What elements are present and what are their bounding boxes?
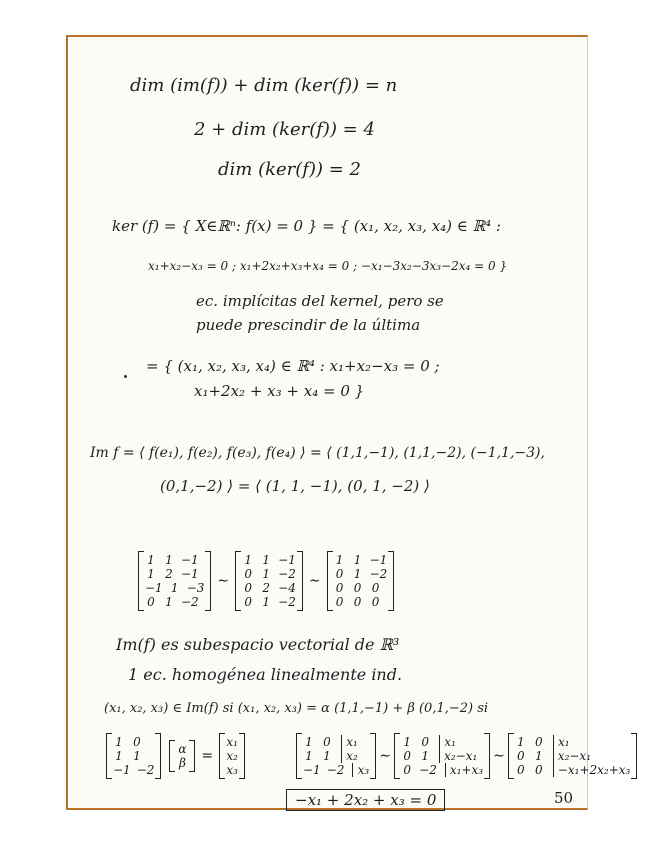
matrix-entry: 0 [335, 567, 344, 581]
matrix-entry: 1 [262, 595, 270, 609]
matrix-entry: β [178, 756, 186, 770]
note-line-1: ec. implícitas del kernel, pero se [196, 292, 444, 310]
matrix-row [401, 749, 483, 763]
matrix-entry: 0 [403, 749, 411, 763]
matrix-entry: 1 [534, 749, 543, 763]
kernel-result-line-1: = { (x₁, x₂, x₃, x₄) ∈ ℝ⁴ : x₁+x₂−x₃ = 0 ; [146, 357, 440, 375]
matrix-entry: 1 [147, 567, 155, 581]
matrix-entry: x₃ [352, 763, 369, 777]
matrix-entry: −1 [181, 567, 199, 581]
coefficient-matrix [106, 733, 161, 779]
matrix-entry: 0 [323, 735, 331, 749]
matrix-row [113, 763, 154, 777]
matrix-entry: −2 [419, 763, 437, 777]
matrix-entry: x₁ [226, 735, 238, 749]
matrix-row [515, 749, 631, 763]
matrix-entry: 1 [305, 735, 313, 749]
augmented-matrix-2 [394, 733, 490, 779]
matrix-entry: −2 [278, 567, 296, 581]
matrix-entry: 0 [371, 595, 380, 609]
matrix-row [145, 567, 204, 581]
matrix-entry: −1 [181, 553, 199, 567]
matrix-row [303, 749, 369, 763]
matrix-entry: 1 [353, 567, 362, 581]
alpha-beta-vector [169, 740, 195, 772]
matrix-row [515, 735, 631, 749]
augmented-reduction: 1 0 x₁ 1 1 x₂ −1 −2 x₃ ∼ 1 0 x₁ 0 1 x₂−x₁ 0 −2 x₁+x₃ ∼ 1 0 x₁ 0 1 x₂−x₁ 0 0 −x₁+2x₂+x₃ [296, 733, 637, 779]
matrix-entry: −3 [186, 581, 205, 595]
matrix-row [401, 735, 483, 749]
matrix-entry: −1 [145, 581, 163, 595]
matrix-row [145, 581, 204, 595]
matrix-entry: 0 [335, 595, 344, 609]
matrix-entry: 0 [353, 581, 362, 595]
linear-system: 1 0 1 1 −1 −2 α β = x₁ x₂ x₃ [106, 733, 245, 779]
matrix-row [145, 553, 204, 567]
matrix-row [515, 763, 631, 777]
matrix-entry: 1 [262, 553, 270, 567]
matrix-entry: 1 [170, 581, 179, 595]
matrix-entry: 0 [403, 763, 411, 777]
matrix-entry: 0 [335, 581, 344, 595]
matrix-row [176, 756, 188, 770]
matrix-entry: 1 [115, 749, 123, 763]
kernel-result-line-2: x₁+2x₂ + x₃ + x₄ = 0 } [194, 382, 365, 400]
matrix-row [113, 735, 154, 749]
matrix-entry: −x₁+2x₂+x₃ [553, 763, 631, 777]
matrix-row [176, 742, 188, 756]
matrix-row [401, 763, 483, 777]
image-condition: (x₁, x₂, x₃) ∈ Im(f) si (x₁, x₂, x₃) = α (1,1,−1) + β (0,1,−2) si [104, 701, 489, 716]
matrix-entry: α [178, 742, 187, 756]
matrix-entry: 1 [147, 553, 155, 567]
matrix-row [113, 749, 154, 763]
matrix-entry: −2 [136, 763, 155, 777]
matrix-entry: 1 [516, 735, 525, 749]
matrix-entry: 1 [323, 749, 331, 763]
image-text-line-2: 1 ec. homogénea linealmente ind. [128, 665, 403, 684]
matrix-1 [138, 551, 211, 611]
matrix-entry: x₁ [439, 735, 456, 749]
augmented-matrix-1 [296, 733, 376, 779]
matrix-row [334, 581, 388, 595]
matrix-entry: −1 [369, 553, 388, 567]
matrix-row [242, 553, 296, 567]
matrix-entry: 0 [516, 763, 525, 777]
matrix-entry: 0 [371, 581, 380, 595]
matrix-row [242, 595, 296, 609]
kernel-definition: ker (f) = { X∈ℝⁿ: f(x) = 0 } = { (x₁, x₂, x₃, x₄) ∈ ℝ⁴ : [112, 217, 501, 235]
matrix-entry: 2 [262, 581, 270, 595]
matrix-entry: −2 [369, 567, 388, 581]
matrix-entry: 1 [335, 553, 344, 567]
dimension-result: dim (ker(f)) = 2 [218, 159, 361, 180]
matrix-row [303, 763, 369, 777]
matrix-entry: 1 [421, 749, 429, 763]
note-line-2: puede prescindir de la última [196, 316, 421, 334]
matrix-row [334, 553, 388, 567]
matrix-row [145, 595, 204, 609]
matrix-entry: −1 [303, 763, 321, 777]
kernel-equations: x₁+x₂−x₃ = 0 ; x₁+2x₂+x₃+x₄ = 0 ; −x₁−3x₂−3x₃−2x₄ = 0 } [148, 259, 508, 273]
matrix-entry: 0 [147, 595, 155, 609]
matrix-entry: 1 [244, 553, 252, 567]
matrix-entry: 1 [165, 553, 173, 567]
matrix-entry: 1 [403, 735, 411, 749]
matrix-entry: 1 [353, 553, 362, 567]
matrix-row [226, 749, 238, 763]
matrix-row [226, 735, 238, 749]
matrix-entry: −1 [278, 553, 296, 567]
matrix-entry: 1 [115, 735, 123, 749]
x-vector [219, 733, 245, 779]
matrix-row [303, 735, 369, 749]
matrix-2 [235, 551, 303, 611]
matrix-entry: x₁+x₃ [445, 763, 483, 777]
image-definition-line-2: (0,1,−2) ⟩ = ⟨ (1, 1, −1), (0, 1, −2) ⟩ [160, 477, 430, 495]
augmented-matrix-3 [508, 733, 638, 779]
handwritten-page [66, 35, 631, 810]
matrix-entry: 0 [244, 595, 252, 609]
matrix-entry: −2 [278, 595, 296, 609]
matrix-entry: x₂ [341, 749, 358, 763]
matrix-row [226, 763, 238, 777]
equivalence-symbol: ∼ [308, 573, 321, 589]
matrix-entry: 1 [165, 595, 173, 609]
matrix-entry: 0 [534, 763, 543, 777]
image-text-line-1: Im(f) es subespacio vectorial de ℝ³ [116, 635, 400, 654]
matrix-row [334, 567, 388, 581]
row-reduction-chain [138, 551, 394, 611]
matrix-entry: 1 [262, 567, 270, 581]
matrix-entry: −2 [181, 595, 199, 609]
matrix-entry: x₂−x₁ [439, 749, 477, 763]
matrix-entry: x₃ [226, 763, 238, 777]
matrix-entry: −2 [326, 763, 345, 777]
image-definition-line-1: Im f = ⟨ f(e₁), f(e₂), f(e₃), f(e₄) ⟩ = ⟨ (1,1,−1), (1,1,−2), (−1,1,−3), [90, 445, 545, 461]
matrix-entry: 1 [133, 749, 141, 763]
page-number: 50 [554, 789, 574, 807]
image-implicit-equation: −x₁ + 2x₂ + x₃ = 0 [286, 789, 445, 811]
matrix-entry: 2 [165, 567, 173, 581]
matrix-row [242, 567, 296, 581]
matrix-3 [327, 551, 395, 611]
dimension-substitution: 2 + dim (ker(f)) = 4 [194, 119, 375, 140]
matrix-entry: 0 [421, 735, 429, 749]
matrix-entry: 1 [305, 749, 313, 763]
matrix-entry: −1 [113, 763, 131, 777]
margin-dot [124, 375, 127, 378]
matrix-entry: x₁ [553, 735, 570, 749]
matrix-entry: 0 [133, 735, 141, 749]
matrix-entry: 0 [534, 735, 543, 749]
matrix-entry: 0 [353, 595, 362, 609]
matrix-entry: x₁ [341, 735, 358, 749]
matrix-row [242, 581, 296, 595]
matrix-entry: 0 [244, 567, 252, 581]
matrix-entry: 0 [516, 749, 525, 763]
matrix-entry: −4 [278, 581, 296, 595]
matrix-entry: 0 [244, 581, 252, 595]
matrix-entry: x₂−x₁ [553, 749, 591, 763]
matrix-entry: x₂ [226, 749, 238, 763]
equivalence-symbol: ∼ [217, 573, 230, 589]
matrix-row [334, 595, 388, 609]
dimension-theorem: dim (im(f)) + dim (ker(f)) = n [130, 75, 398, 96]
